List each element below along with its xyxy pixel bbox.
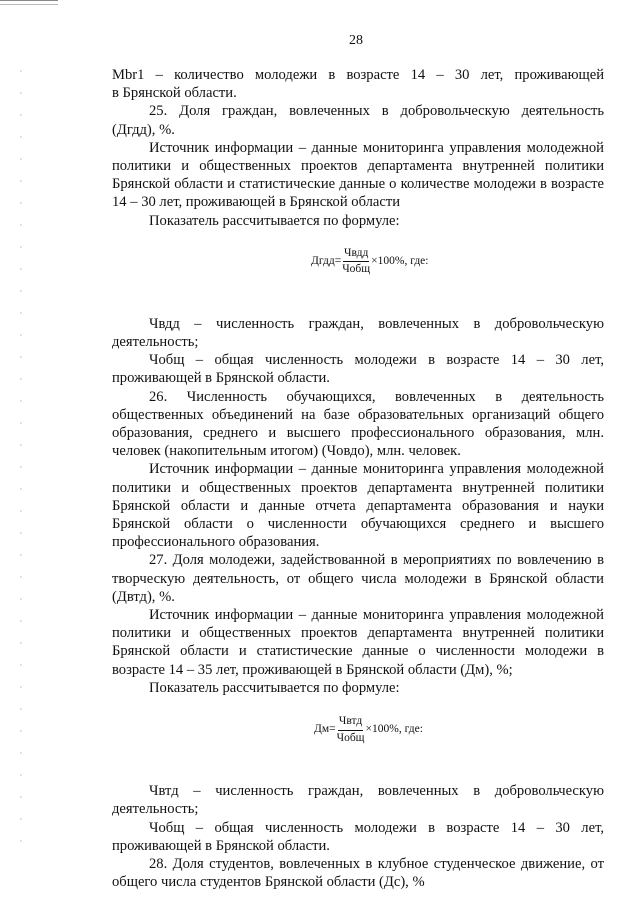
paragraph-item-26: 26. Численность обучающихся, вовлеченных в деятельность общественных объединений на базе образовательных организаций общего образования, среднего и высшего профессионального образования, млн. человек (накопительным итогом) (Човдо), млн. человек. xyxy=(112,388,604,460)
paragraph-item-28: 28. Доля студентов, вовлеченных в клубное студенческое движение, от общего числа студентов Брянской области (Дс), % xyxy=(112,855,604,891)
paragraph-item-27: 27. Доля молодежи, задействованной в мероприятиях по вовлечению в творческую деятельность, от общего числа молодежи в Брянской области (Двтд), %. xyxy=(112,552,604,605)
formula-dm xyxy=(314,711,604,749)
paragraph-formula-intro: Показатель рассчитывается по формуле: xyxy=(149,212,400,229)
paragraph-chvtd-definition: Чвтд – численность граждан, вовлеченных в добровольческую деятельность; xyxy=(112,783,604,818)
formula-dgdd xyxy=(311,243,604,281)
formula-denominator: Чобщ xyxy=(336,731,365,744)
formula-denominator: Чобщ xyxy=(342,263,371,276)
paragraph-item-25 xyxy=(112,102,604,138)
paragraph-chobshch-definition: Чобщ – общая численность молодежи в возрасте 14 – 30 лет, проживающей в Брянской области. xyxy=(112,352,604,387)
formula-rhs: ×100%, где: xyxy=(371,255,429,268)
paragraph-line: (Дгдд), %. xyxy=(112,121,175,138)
document-body xyxy=(112,66,604,891)
formula-rhs: ×100%, где: xyxy=(365,723,423,736)
binding-margin-dots xyxy=(20,60,22,860)
formula-fraction xyxy=(342,248,370,276)
scan-corner-mark xyxy=(0,0,58,5)
paragraph-chobshch-definition: Чобщ – общая численность молодежи в возрасте 14 – 30 лет, проживающей в Брянской области. xyxy=(112,819,604,854)
paragraph-source-info: Источник информации – данные мониторинга управления молодежной политики и общественных проектов департамента внутренней политики Брянской области и статистические данные о количестве молодежи в возрасте 14 – 30 лет, проживающей в Брянской области xyxy=(112,139,604,211)
page-number: 28 xyxy=(349,33,363,48)
paragraph-chvdd-definition: Чвдд – численность граждан, вовлеченных в добровольческую деятельность; xyxy=(112,315,604,351)
formula-numerator: Чвтд xyxy=(338,716,363,731)
formula-numerator: Чвдд xyxy=(343,248,369,263)
paragraph-line: Мbr1 – количество молодежи в возрасте 14 – 30 лет, проживающей xyxy=(112,67,604,83)
paragraph-line: 25. Доля граждан, вовлеченных в добровольческую деятельность xyxy=(149,103,604,120)
formula-lhs: Дм= xyxy=(314,723,336,736)
paragraph-formula-intro: Показатель рассчитывается по формуле: xyxy=(149,679,400,696)
formula-fraction xyxy=(337,716,365,744)
paragraph-source-info: Источник информации – данные мониторинга управления молодежной политики и общественных проектов департамента внутренней политики Брянской области и статистические данные о численности молодежи в возрасте 14 – 35 лет, проживающей в Брянской области (Дм), %; xyxy=(112,607,604,678)
paragraph-source-info: Источник информации – данные мониторинга управления молодежной политики и общественных проектов департамента внутренней политики Брянской области и данные отчета департамента образования и науки Брянской области о численности обучающихся среднего и высшего профессионального образования. xyxy=(112,461,604,551)
paragraph-mbr1-definition xyxy=(112,66,604,102)
formula-lhs: Дгдд= xyxy=(311,255,342,268)
paragraph-line: в Брянской области. xyxy=(112,85,237,102)
